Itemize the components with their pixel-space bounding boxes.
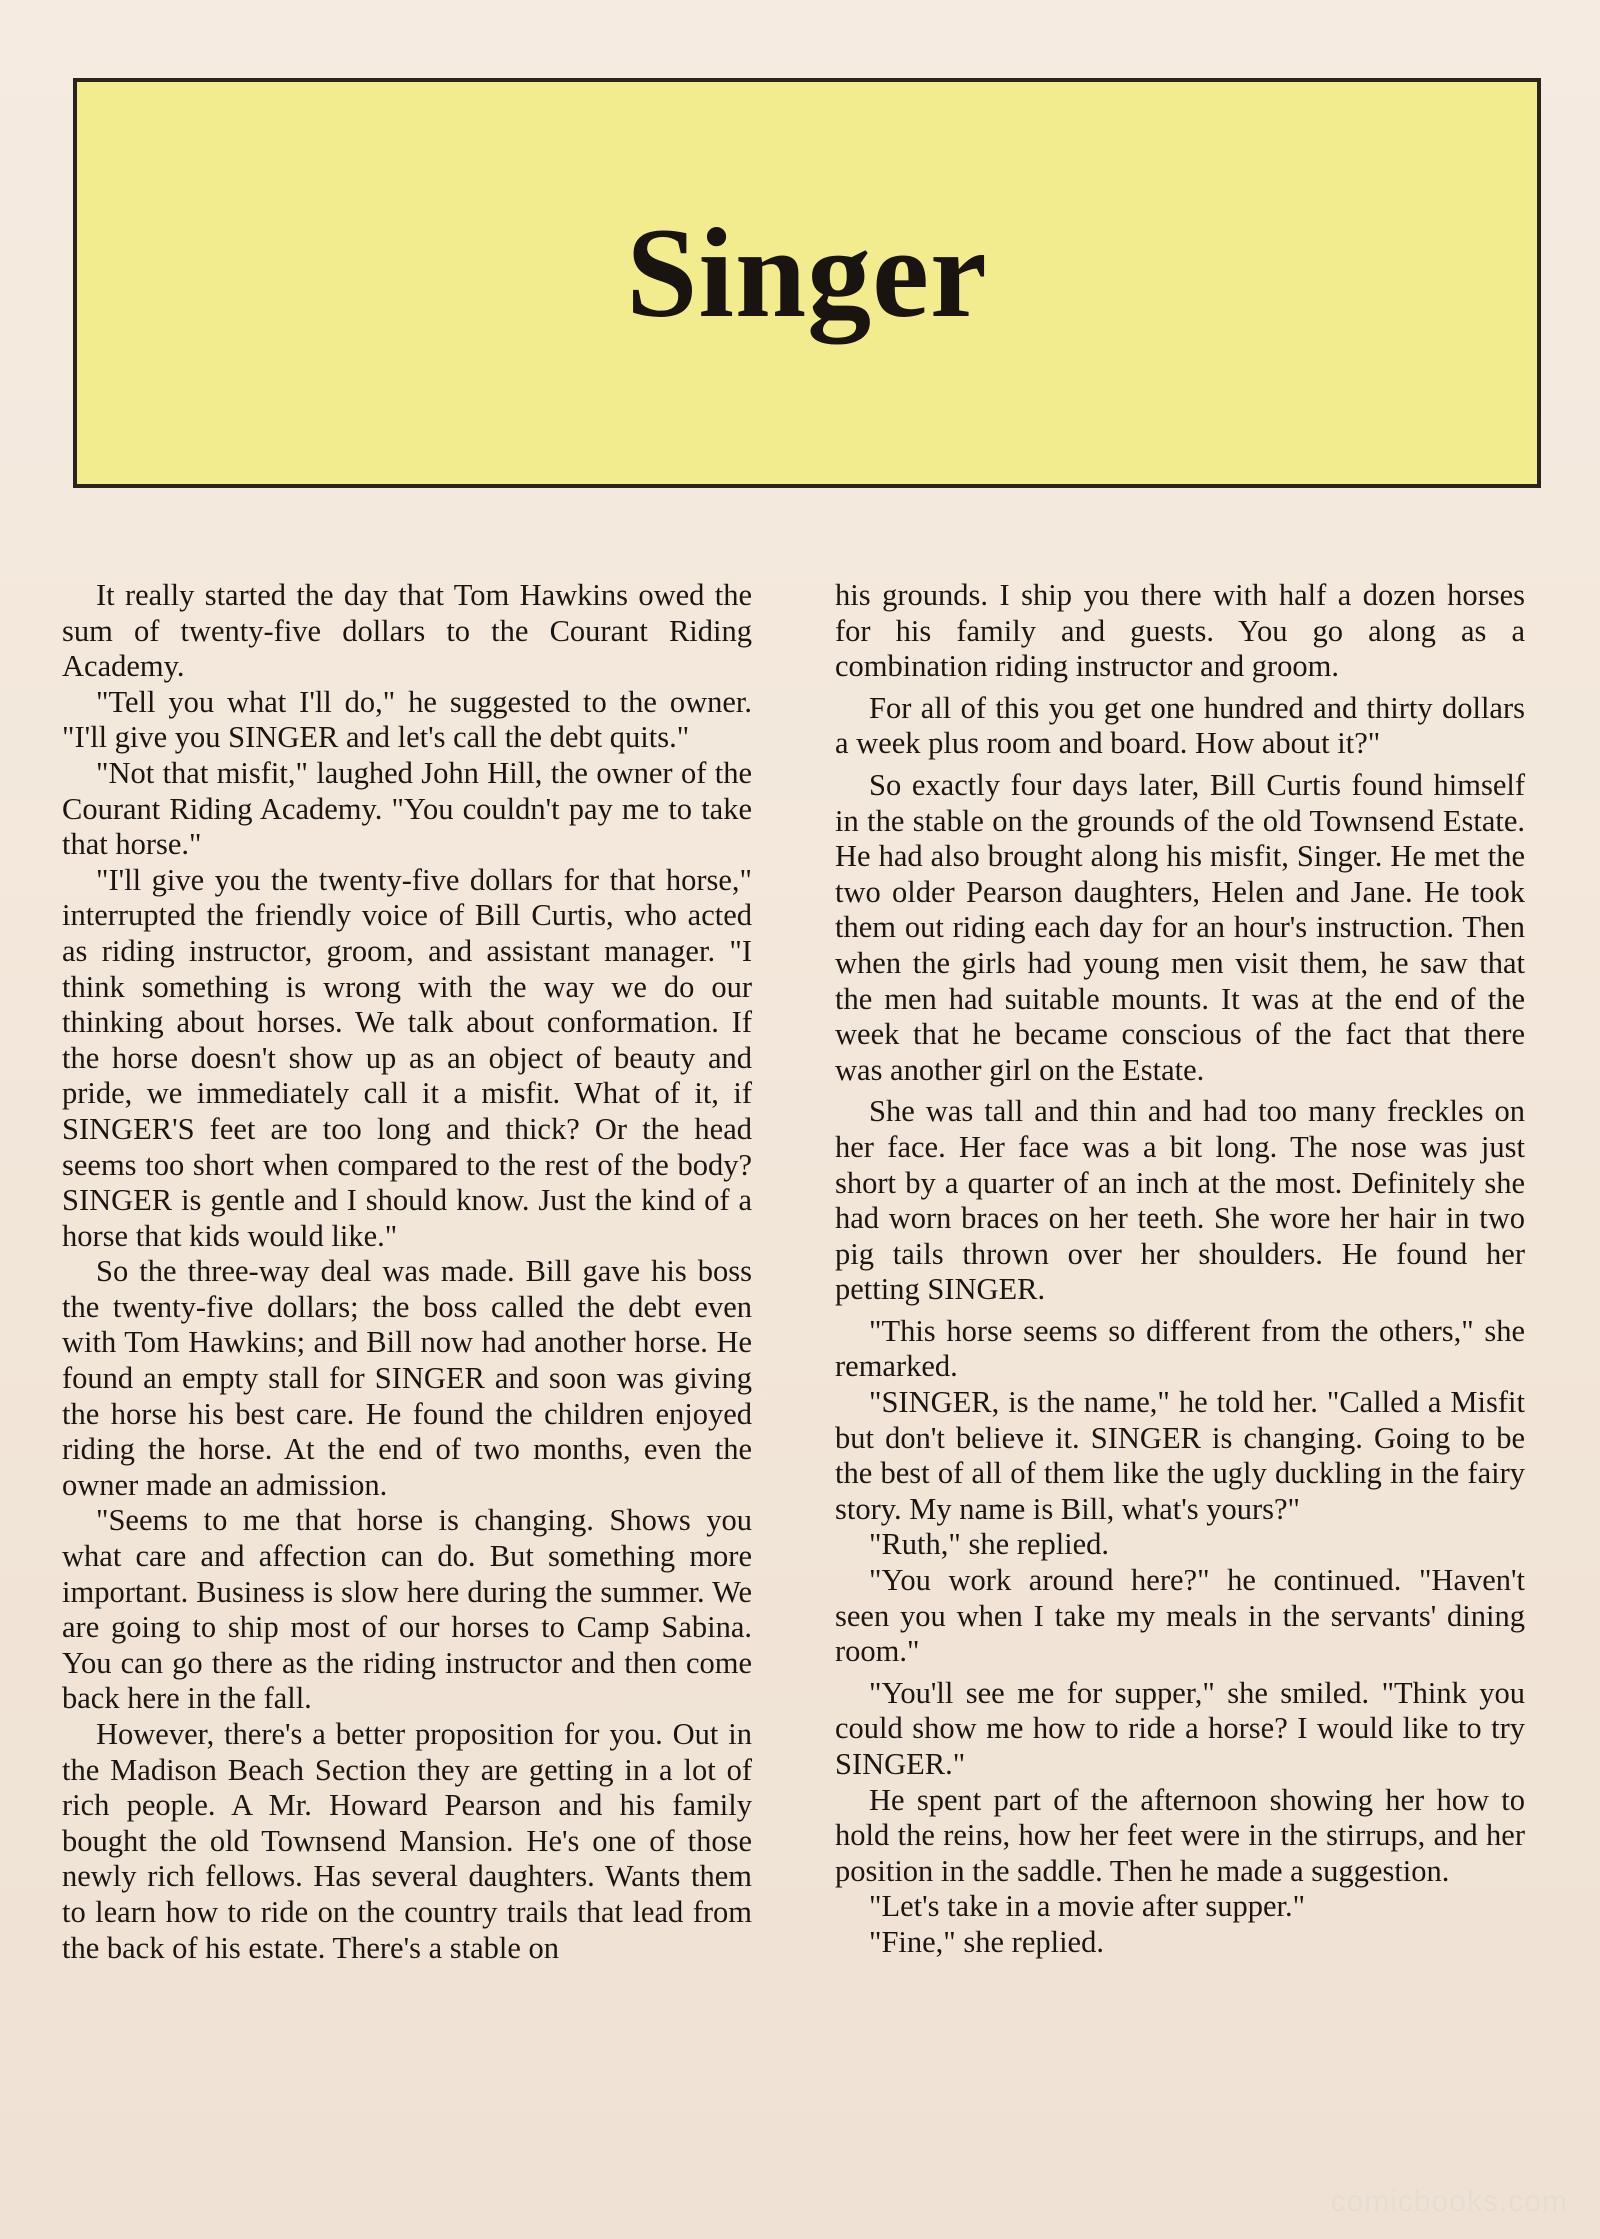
paragraph: "This horse seems so different from the others," she remarked. bbox=[835, 1313, 1525, 1384]
paragraph: It really started the day that Tom Hawkins owed the sum of twenty-five dollars to the Courant Riding Academy. bbox=[62, 578, 752, 684]
watermark: comicbooks.com bbox=[1330, 2185, 1568, 2218]
paragraph: However, there's a better proposition for you. Out in the Madison Beach Section they are getting in a lot of rich people. A Mr. Howard Pearson and his family bought the old Townsend Mansion. He's one of those newly rich fellows. Has several daughters. Wants them to learn how to ride on the country trails that lead from the back of his estate. There's a stable on bbox=[62, 1717, 752, 1965]
title-panel bbox=[73, 78, 1541, 488]
paragraph: his grounds. I ship you there with half a dozen horses for his family and guests. You go along as a combination riding instructor and groom. bbox=[835, 578, 1525, 684]
paragraph: "SINGER, is the name," he told her. "Called a Misfit but don't believe it. SINGER is changing. Going to be the best of all of them like the ugly duckling in the fairy story. My name is Bill, what's yours?" bbox=[835, 1385, 1525, 1526]
paragraph: "Tell you what I'll do," he suggested to the owner. "I'll give you SINGER and let's call the debt quits." bbox=[62, 684, 752, 755]
paragraph: For all of this you get one hundred and thirty dollars a week plus room and board. How about it?" bbox=[835, 690, 1525, 761]
paragraph: She was tall and thin and had too many freckles on her face. Her face was a bit long. The nose was just short by a quarter of an inch at the most. Definitely she had worn braces on her teeth. She wore her hair in two pig tails thrown over her shoulders. He found her petting SINGER. bbox=[835, 1094, 1525, 1307]
left-column bbox=[62, 578, 752, 1966]
paragraph: So the three-way deal was made. Bill gave his boss the twenty-five dollars; the boss called the debt even with Tom Hawkins; and Bill now had another horse. He found an empty stall for SINGER and soon was giving the horse his best care. He found the children enjoyed riding the horse. At the end of two months, even the owner made an admission. bbox=[62, 1254, 752, 1502]
paragraph: "Not that misfit," laughed John Hill, the owner of the Courant Riding Academy. "You couldn't pay me to take that horse." bbox=[62, 755, 752, 862]
paragraph: "Seems to me that horse is changing. Shows you what care and affection can do. But something more important. Business is slow here during the summer. We are going to ship most of our horses to Camp Sabina. You can go there as the riding instructor and then come back here in the fall. bbox=[62, 1503, 752, 1716]
paragraph: He spent part of the afternoon showing her how to hold the reins, how her feet were in the stirrups, and her position in the saddle. Then he made a suggestion. bbox=[835, 1782, 1525, 1888]
paragraph: "I'll give you the twenty-five dollars for that horse," interrupted the friendly voice of Bill Curtis, who acted as riding instructor, groom, and assistant manager. "I think something is wrong with the way we do our thinking about horses. We talk about conformation. If the horse doesn't show up as an object of beauty and pride, we immediately call it a misfit. What of it, if SINGER'S feet are too long and thick? Or the head seems too short when compared to the rest of the body? SINGER is gentle and I should know. Just the kind of a horse that kids would like." bbox=[62, 862, 752, 1253]
right-column bbox=[835, 578, 1525, 1961]
paragraph: "Fine," she replied. bbox=[869, 1924, 1104, 1959]
paragraph: "Ruth," she replied. bbox=[869, 1527, 1110, 1562]
page-title: Singer bbox=[626, 201, 988, 344]
paragraph: "You work around here?" he continued. "Haven't seen you when I take my meals in the servants' dining room." bbox=[835, 1563, 1525, 1669]
paragraph: "Let's take in a movie after supper." bbox=[869, 1889, 1306, 1924]
paragraph: So exactly four days later, Bill Curtis found himself in the stable on the grounds of the old Townsend Estate. He had also brought along his misfit, Singer. He met the two older Pearson daughters, Helen and Jane. He took them out riding each day for an hour's instruction. Then when the girls had young men visit them, he saw that the men had suitable mounts. It was at the end of the week that he became conscious of the fact that there was another girl on the Estate. bbox=[835, 767, 1525, 1087]
paragraph: "You'll see me for supper," she smiled. "Think you could show me how to ride a horse? I would like to try SINGER." bbox=[835, 1675, 1525, 1781]
